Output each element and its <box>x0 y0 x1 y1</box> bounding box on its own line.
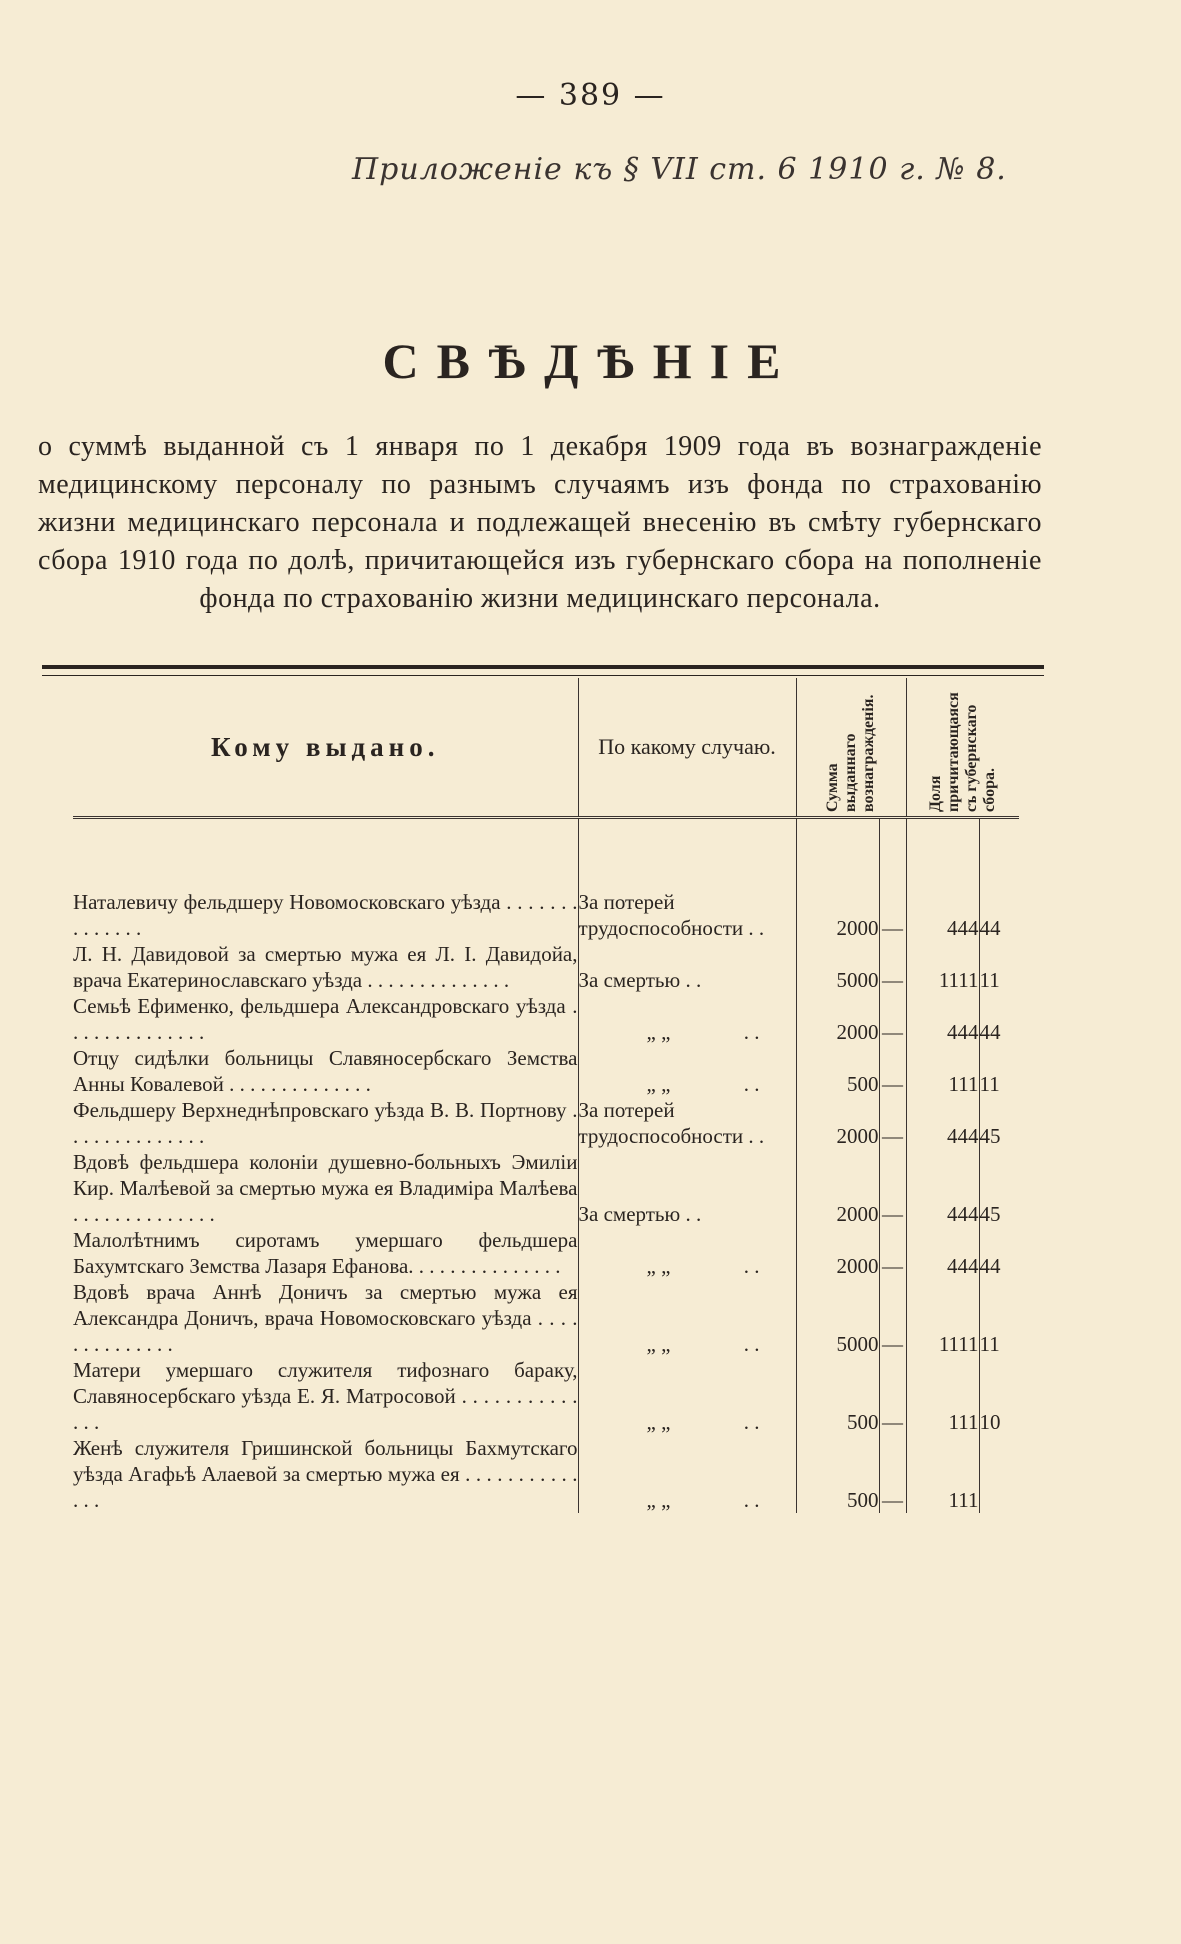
dash-cell <box>879 1435 906 1513</box>
leader-dots: . . . . . . . . . . . . . . <box>73 890 578 940</box>
amount-cell-text: 5000 <box>836 1332 879 1356</box>
share-kop-cell-text: 45 <box>979 1124 1001 1148</box>
share-kop-cell <box>979 993 1019 1045</box>
amount-cell <box>796 941 879 993</box>
table-row <box>73 1357 1019 1435</box>
amount-cell-text: 5000 <box>836 968 879 992</box>
recipient-cell-text: Малолѣтнимъ сиротамъ умершаго фельдшера Бахумтскаго Земства Лазаря Ефанова. <box>73 1228 578 1278</box>
case-cell <box>578 1149 796 1227</box>
table-row <box>73 1097 1019 1149</box>
share-kop-cell <box>979 941 1019 993</box>
dash-cell-text: — <box>882 1202 903 1226</box>
recipient-cell <box>73 941 578 993</box>
share-kop-cell <box>979 1045 1019 1097</box>
case-cell-text: За смертью <box>578 1202 681 1226</box>
leader-dots: . . <box>738 1072 760 1096</box>
share-rub-cell <box>906 1097 979 1149</box>
leader-dots: . . <box>743 916 765 940</box>
document-title: СВѢДѢНІЕ <box>382 333 799 389</box>
recipient-cell-text: Наталевичу фельдшеру Новомосковскаго уѣзда <box>73 890 501 914</box>
case-cell <box>578 1097 796 1149</box>
amount-cell <box>796 1357 879 1435</box>
share-kop-cell-text: 11 <box>979 1332 1000 1356</box>
table-row <box>73 1045 1019 1097</box>
header-recipient: Кому выдано. <box>73 678 578 818</box>
leader-dots: . . <box>680 1202 702 1226</box>
share-kop-cell-text: 44 <box>979 1254 1001 1278</box>
amount-cell-text: 2000 <box>836 1020 879 1044</box>
recipient-cell-text: Женѣ служителя Гришинской больницы Бахмутскаго уѣзда Агафьѣ Алаевой за смертью мужа ея <box>73 1436 578 1486</box>
share-rub-cell <box>906 1149 979 1227</box>
intro-paragraph: о суммѣ выданной съ 1 января по 1 декабря 1909 года въ вознагражденіе медицинскому персоналу по разнымъ случаямъ изъ фонда по страхованію жизни медицинскаго персонала и подлежащей внесенію въ смѣту губернскаго сбора 1910 года по долѣ, причитающейся изъ губернскаго сбора на пополненіе фонда по страхованію жизни медицинскаго персонала. <box>38 431 1042 614</box>
share-rub-cell-text: 111 <box>948 1410 979 1434</box>
case-cell-text: „ „ <box>646 1020 671 1044</box>
dash-cell-text: — <box>882 1332 903 1356</box>
leader-dots: . . . . . . . . . . . . . . <box>73 1098 578 1148</box>
case-cell <box>578 1279 796 1357</box>
case-cell <box>578 993 796 1045</box>
share-rub-cell <box>906 1435 979 1513</box>
recipient-cell-text: Вдовѣ врача Аннѣ Доничъ за смертью мужа ея Александра Доничъ, врача Новомосковскаго уѣзда <box>73 1280 578 1330</box>
table-row <box>73 1279 1019 1357</box>
leader-dots: . . <box>738 1410 760 1434</box>
amount-cell <box>796 1097 879 1149</box>
amount-cell <box>796 1149 879 1227</box>
leader-dots: . . . . . . . . . . . . . . <box>73 1202 215 1226</box>
recipient-cell <box>73 1435 578 1513</box>
dash-cell <box>879 1149 906 1227</box>
leader-dots: . . . . . . . . . . . . . . <box>362 968 510 992</box>
leader-dots: . . . . . . . . . . . . . . <box>413 1254 561 1278</box>
leader-dots: . . <box>680 968 702 992</box>
dash-cell <box>879 1279 906 1357</box>
table-row <box>73 889 1019 941</box>
dash-cell <box>879 941 906 993</box>
share-rub-cell-text: 1111 <box>938 1332 979 1356</box>
amount-cell <box>796 1435 879 1513</box>
case-cell-text: За потерей трудоспособности <box>578 1098 744 1148</box>
leader-dots: . . . . . . . . . . . . . . <box>73 994 578 1044</box>
share-kop-cell-text: 10 <box>979 1410 1001 1434</box>
leader-dots: . . <box>738 1332 760 1356</box>
header-case: По какому случаю. <box>578 678 796 818</box>
dash-cell-text: — <box>882 1124 903 1148</box>
case-cell <box>578 941 796 993</box>
table-top-rule <box>42 665 1044 676</box>
share-rub-cell <box>906 1045 979 1097</box>
amount-cell <box>796 1279 879 1357</box>
share-rub-cell-text: 444 <box>947 1202 979 1226</box>
table-row <box>73 1435 1019 1513</box>
table-row <box>73 941 1019 993</box>
case-cell-text: „ „ <box>646 1254 671 1278</box>
dash-cell <box>879 993 906 1045</box>
case-cell <box>578 1227 796 1279</box>
share-kop-cell-text: 45 <box>979 1202 1001 1226</box>
share-kop-cell <box>979 1097 1019 1149</box>
leader-dots: . . <box>738 1488 760 1512</box>
table-header-row <box>73 678 1019 818</box>
dash-cell-text: — <box>882 1072 903 1096</box>
amount-cell-text: 2000 <box>836 1254 879 1278</box>
dash-cell-text: — <box>882 1020 903 1044</box>
share-rub-cell <box>906 1279 979 1357</box>
table-row <box>73 1227 1019 1279</box>
recipient-cell <box>73 1045 578 1097</box>
amount-cell-text: 2000 <box>836 1202 879 1226</box>
table-row <box>73 993 1019 1045</box>
amount-cell-text: 500 <box>847 1488 879 1512</box>
leader-dots: . . . . . . . . . . . . . . <box>73 1462 578 1512</box>
leader-dots: . . <box>738 1254 760 1278</box>
dash-cell-text: — <box>882 1488 903 1512</box>
header-share: Доля причитающаяся съ губернскаго сбора. <box>906 678 1019 818</box>
recipient-cell <box>73 1097 578 1149</box>
share-rub-cell <box>906 1357 979 1435</box>
header-amount: Сумма выданнаго вознагражденія. <box>796 678 906 818</box>
recipient-cell <box>73 1149 578 1227</box>
recipient-cell <box>73 1227 578 1279</box>
share-rub-cell <box>906 993 979 1045</box>
share-rub-cell <box>906 889 979 941</box>
recipient-cell <box>73 1357 578 1435</box>
dash-cell-text: — <box>882 968 903 992</box>
share-kop-cell-text: 11 <box>979 968 1000 992</box>
dash-cell-text: — <box>882 916 903 940</box>
dash-cell <box>879 1357 906 1435</box>
recipient-cell-text: Л. Н. Давидовой за смертью мужа ея Л. І. Давидойа, врача Екатеринославскаго уѣзда <box>73 942 578 992</box>
share-kop-cell <box>979 1435 1019 1513</box>
recipient-cell <box>73 993 578 1045</box>
share-rub-cell-text: 1111 <box>938 968 979 992</box>
case-cell <box>578 1045 796 1097</box>
leader-dots: . . <box>738 1020 760 1044</box>
leader-dots: . . . . . . . . . . . . . . <box>73 1306 578 1356</box>
leader-dots: . . <box>743 1124 765 1148</box>
share-rub-cell-text: 111 <box>948 1488 979 1512</box>
amount-cell-text: 500 <box>847 1072 879 1096</box>
amount-cell-text: 2000 <box>836 1124 879 1148</box>
recipient-cell-text: Фельдшеру Верхнеднѣпровскаго уѣзда В. В. Портнову <box>73 1098 567 1122</box>
amount-cell-text: 500 <box>847 1410 879 1434</box>
share-rub-cell <box>906 941 979 993</box>
amount-cell <box>796 1045 879 1097</box>
recipient-cell <box>73 1279 578 1357</box>
amount-cell <box>796 889 879 941</box>
case-cell-text: „ „ <box>646 1410 671 1434</box>
page-number: — 389 — <box>515 78 666 113</box>
share-kop-cell-text: 44 <box>979 1020 1001 1044</box>
payments-table <box>73 678 1019 1513</box>
share-rub-cell-text: 444 <box>947 916 979 940</box>
amount-cell <box>796 1227 879 1279</box>
case-cell <box>578 1357 796 1435</box>
leader-dots: . . . . . . . . . . . . . . <box>223 1072 371 1096</box>
appendix-reference: Приложеніе къ § VII ст. 6 1910 г. № 8. <box>352 152 1007 187</box>
leader-dots: . . . . . . . . . . . . . . <box>73 1384 578 1434</box>
amount-cell-text: 2000 <box>836 916 879 940</box>
recipient-cell-text: Вдовѣ фельдшера колоніи душевно-больныхъ Эмиліи Кир. Малѣевой за смертью мужа ея Владиміра Малѣева <box>73 1150 578 1200</box>
share-kop-cell <box>979 889 1019 941</box>
share-kop-cell <box>979 1227 1019 1279</box>
recipient-cell-text: Матери умершаго служителя тифознаго бараку, Славяносербскаго уѣзда Е. Я. Матросовой <box>73 1358 578 1408</box>
case-cell-text: За смертью <box>578 968 681 992</box>
share-kop-cell <box>979 1149 1019 1227</box>
case-cell-text: „ „ <box>646 1488 671 1512</box>
share-kop-cell <box>979 1279 1019 1357</box>
share-kop-cell-text: 11 <box>979 1072 1000 1096</box>
table-spacer-row <box>73 818 1019 890</box>
case-cell-text: За потерей трудоспособности <box>578 890 744 940</box>
dash-cell-text: — <box>882 1410 903 1434</box>
share-rub-cell-text: 444 <box>947 1254 979 1278</box>
dash-cell <box>879 1045 906 1097</box>
share-rub-cell-text: 111 <box>948 1072 979 1096</box>
amount-cell <box>796 993 879 1045</box>
share-kop-cell <box>979 1357 1019 1435</box>
case-cell-text: „ „ <box>646 1072 671 1096</box>
share-rub-cell-text: 444 <box>947 1020 979 1044</box>
dash-cell <box>879 889 906 941</box>
recipient-cell <box>73 889 578 941</box>
case-cell-text: „ „ <box>646 1332 671 1356</box>
share-kop-cell-text: 44 <box>979 916 1001 940</box>
dash-cell <box>879 1227 906 1279</box>
recipient-cell-text: Отцу сидѣлки больницы Славяносербскаго Земства Анны Ковалевой <box>73 1046 578 1096</box>
case-cell <box>578 1435 796 1513</box>
dash-cell-text: — <box>882 1254 903 1278</box>
share-rub-cell <box>906 1227 979 1279</box>
recipient-cell-text: Семьѣ Ефименко, фельдшера Александровскаго уѣзда <box>73 994 566 1018</box>
share-rub-cell-text: 444 <box>947 1124 979 1148</box>
dash-cell <box>879 1097 906 1149</box>
case-cell <box>578 889 796 941</box>
table-row <box>73 1149 1019 1227</box>
